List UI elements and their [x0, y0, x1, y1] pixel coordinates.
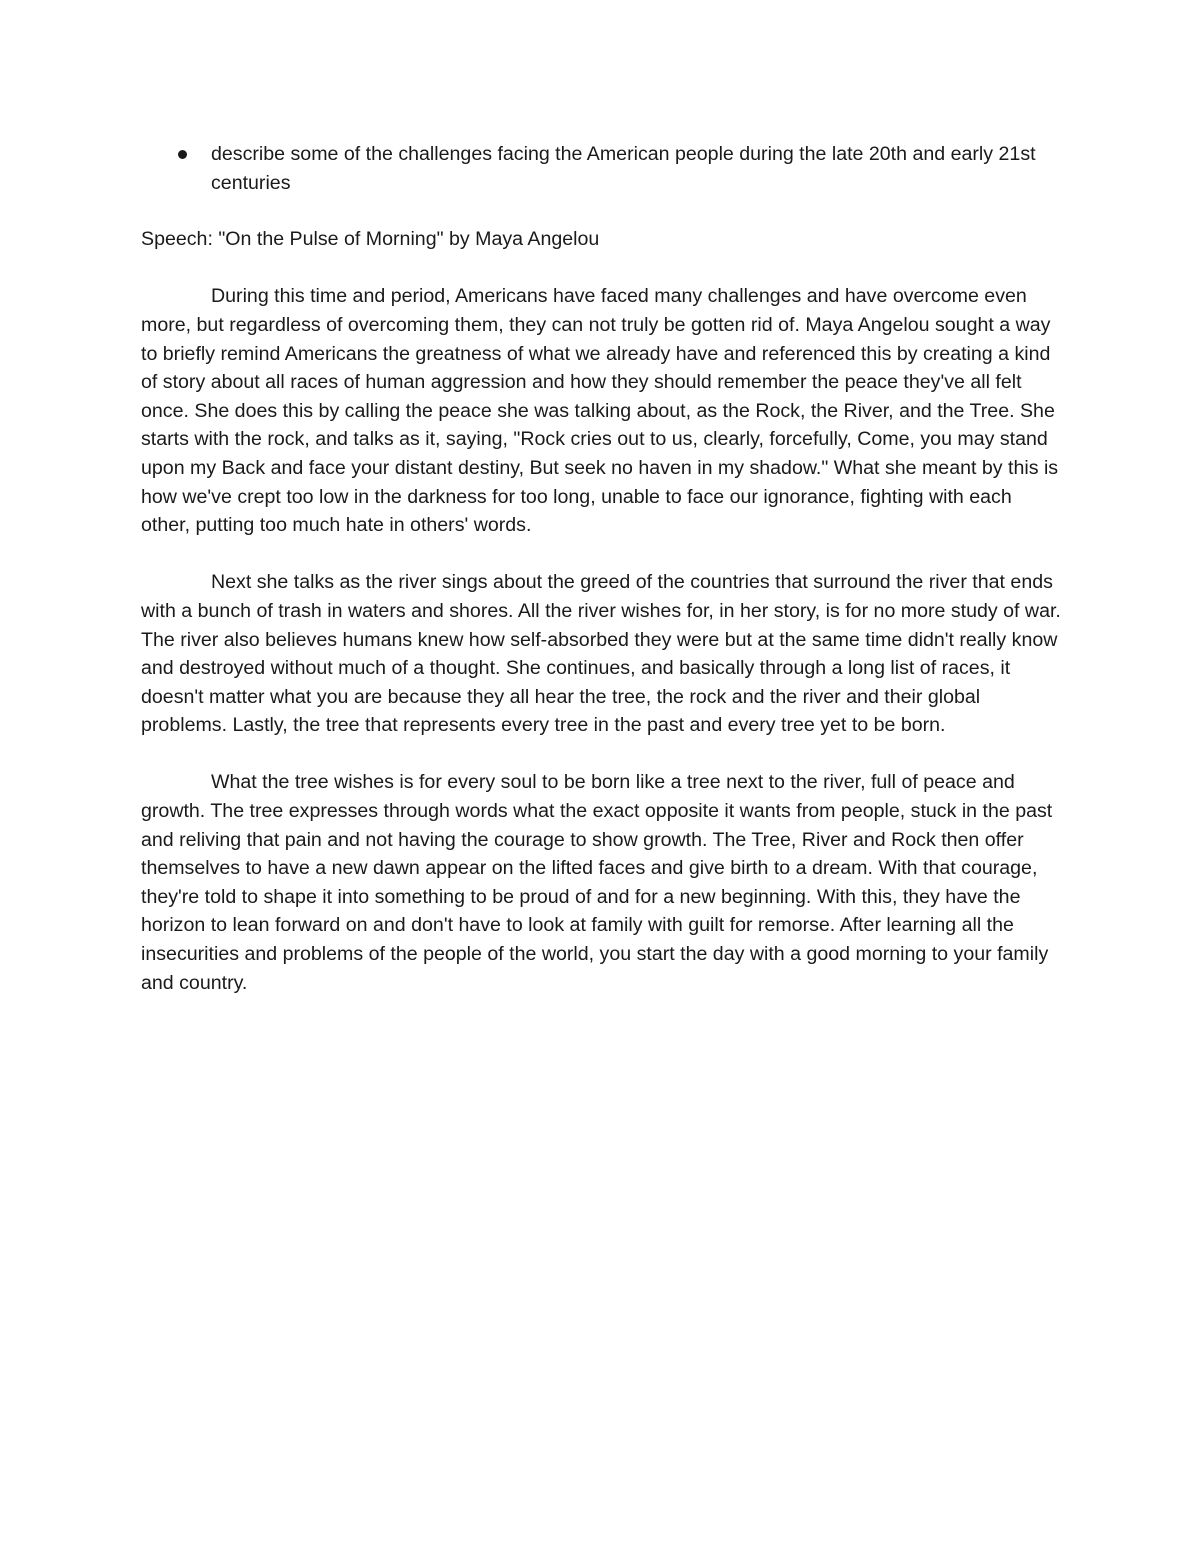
speech-title: Speech: "On the Pulse of Morning" by Maya Angelou	[141, 228, 600, 251]
bullet-list	[141, 140, 1061, 197]
paragraph-3: What the tree wishes is for every soul to be born like a tree next to the river, full of peace and growth. The tree expresses through words what the exact opposite it wants from people, stuck in the past and reliving that pain and not having the courage to show growth. The Tree, River and Rock then offer themselves to have a new dawn appear on the lifted faces and give birth to a dream. With that courage, they're told to shape it into something to be proud of and for a new beginning. With this, they have the horizon to lean forward on and don't have to look at family with guilt for remorse. After learning all the insecurities and problems of the people of the world, you start the day with a good morning to your family and country.	[141, 771, 1053, 994]
bullet-dot-icon	[178, 150, 187, 159]
bullet-item	[141, 140, 1061, 197]
document-body	[141, 140, 1061, 997]
bullet-text: describe some of the challenges facing the American people during the late 20th and early 21st centuries	[211, 143, 1036, 194]
paragraph-2: Next she talks as the river sings about the greed of the countries that surround the river that ends with a bunch of trash in waters and shores. All the river wishes for, in her story, is for no more study of war. The river also believes humans knew how self-absorbed they were but at the same time didn't really know and destroyed without much of a thought. She continues, and basically through a long list of races, it doesn't matter what you are because they all hear the tree, the rock and the river and their global problems. Lastly, the tree that represents every tree in the past and every tree yet to be born.	[141, 571, 1061, 737]
paragraph-1: During this time and period, Americans have faced many challenges and have overcome even more, but regardless of overcoming them, they can not truly be gotten rid of. Maya Angelou sought a way to briefly remind Americans the greatness of what we already have and referenced this by creating a kind of story about all races of human aggression and how they should remember the peace they've all felt once. She does this by calling the peace she was talking about, as the Rock, the River, and the Tree. She starts with the rock, and talks as it, saying, "Rock cries out to us, clearly, forcefully, Come, you may stand upon my Back and face your distant destiny, But seek no haven in my shadow." What she meant by this is how we've crept too low in the darkness for too long, unable to face our ignorance, fighting with each other, putting too much hate in others' words.	[141, 285, 1059, 537]
